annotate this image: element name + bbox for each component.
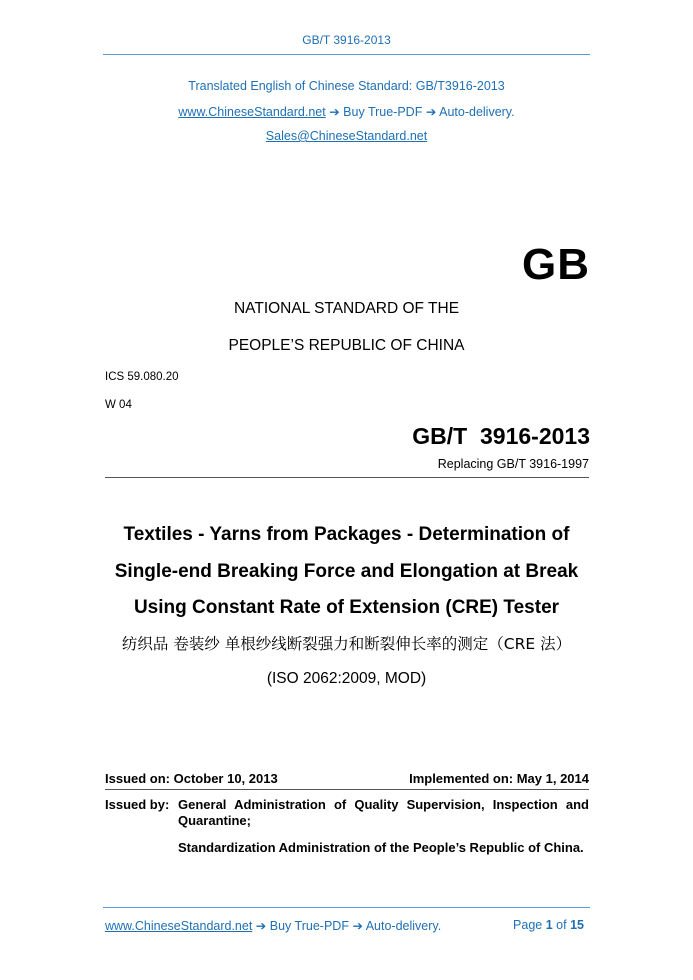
replacing-standard: Replacing GB/T 3916-1997 [437, 457, 589, 471]
implemented-on [409, 771, 589, 786]
title-rule [105, 477, 589, 478]
title-line-2: Single-end Breaking Force and Elongation at Break [114, 561, 579, 582]
sales-email-link[interactable]: Sales@ChineseStandard.net [265, 129, 428, 143]
national-standard-line-1: NATIONAL STANDARD OF THE [233, 300, 460, 317]
implemented-on-date: May 1, 2014 [516, 771, 589, 786]
header-rule [103, 54, 590, 55]
gb-logo: GB [522, 240, 590, 289]
footer-site-link[interactable]: www.ChineseStandard.net [105, 919, 253, 933]
arrow-right-icon: ➔ [425, 105, 437, 119]
page-total: 15 [570, 918, 584, 932]
classification-code: W 04 [105, 399, 132, 411]
iso-reference: (ISO 2062:2009, MOD) [266, 670, 427, 687]
ics-code: ICS 59.080.20 [105, 371, 179, 383]
title-line-1: Textiles - Yarns from Packages - Determination of [123, 524, 570, 545]
national-standard-line-2: PEOPLE’S REPUBLIC OF CHINA [228, 337, 465, 354]
footer-auto-delivery-text: Auto-delivery. [365, 919, 442, 933]
issued-on-label: Issued on: [105, 771, 171, 786]
page-label: Page [513, 918, 543, 932]
sales-line [0, 129, 693, 143]
buy-true-pdf-text: Buy True-PDF [343, 105, 423, 119]
page-current: 1 [545, 918, 553, 932]
arrow-right-icon: ➔ [352, 919, 363, 933]
issued-on [105, 771, 278, 786]
running-header: GB/T 3916-2013 [302, 33, 391, 47]
arrow-right-icon: ➔ [255, 919, 267, 933]
chinese-title: 纺织品 卷装纱 单根纱线断裂强力和断裂伸长率的测定（CRE 法） [121, 635, 572, 653]
page-number [513, 918, 584, 932]
site-link[interactable]: www.ChineseStandard.net [178, 105, 326, 119]
standard-number: GB/T 3916-2013 [412, 423, 590, 449]
issuance-rule [105, 789, 589, 790]
footer-buy-text: Buy True-PDF [269, 919, 349, 933]
page-of: of [556, 918, 567, 932]
auto-delivery-text: Auto-delivery. [439, 105, 515, 119]
issued-by-authority-2: Standardization Administration of the People’s Republic of China. [178, 840, 584, 855]
promo-line [0, 104, 693, 119]
issued-by-authority-1: General Administration of Quality Supervision, Inspection and Quarantine; [178, 797, 589, 828]
issued-by-label: Issued by: [105, 797, 170, 812]
implemented-on-label: Implemented on: [409, 771, 514, 786]
translation-notice: Translated English of Chinese Standard: GB/T3916-2013 [188, 79, 505, 93]
footer-rule [103, 907, 590, 908]
arrow-right-icon: ➔ [329, 105, 340, 119]
title-line-3: Using Constant Rate of Extension (CRE) Tester [133, 597, 560, 618]
issued-on-date: October 10, 2013 [173, 771, 278, 786]
footer-promo [105, 918, 441, 933]
